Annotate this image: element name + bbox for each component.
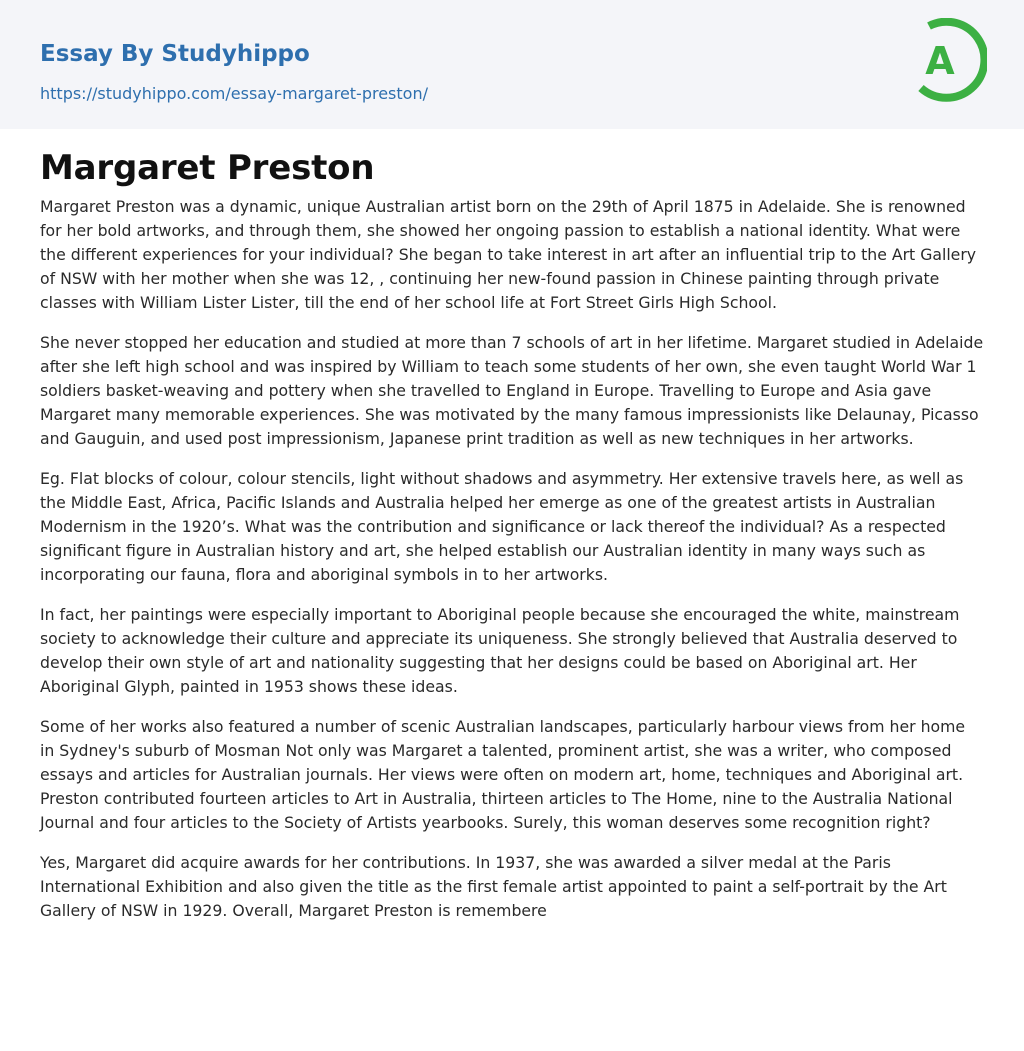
- page-title: Margaret Preston: [40, 148, 375, 188]
- logo-letter: A: [925, 39, 955, 83]
- essay-url-link[interactable]: https://studyhippo.com/essay-margaret-preston/: [40, 84, 428, 103]
- studyhippo-logo-icon[interactable]: [911, 18, 987, 106]
- article-body: [0, 129, 1024, 923]
- essay-paragraph: Eg. Flat blocks of colour, colour stencils, light without shadows and asymmetry. Her extensive travels here, as well as the Middle East, Africa, Pacific Islands and Australia helped her emerge as one of the greatest artists in Australian Modernism in the 1920’s. What was the contribution and significance or lack thereof the individual? As a respected significant figure in Australian history and art, she helped establish our Australian identity in many ways such as incorporating our fauna, flora and aboriginal symbols in to her artworks.: [40, 469, 964, 584]
- essay-paragraph: Yes, Margaret did acquire awards for her contributions. In 1937, she was awarded a silver medal at the Paris International Exhibition and also given the title as the first female artist appointed to paint a self-portrait by the Art Gallery of NSW in 1929. Overall, Margaret Preston is remembere: [40, 853, 947, 920]
- essay-paragraph: Margaret Preston was a dynamic, unique Australian artist born on the 29th of April 1875 in Adelaide. She is renowned for her bold artworks, and through them, she showed her ongoing passion to establish a national identity. What were the different experiences for your individual? She began to take interest in art after an influential trip to the Art Gallery of NSW with her mother when she was 12, , continuing her new-found passion in Chinese painting through private classes with William Lister Lister, till the end of her school life at Fort Street Girls High School.: [40, 197, 977, 312]
- essay-paragraph: Some of her works also featured a number of scenic Australian landscapes, particularly harbour views from her home in Sydney's suburb of Mosman Not only was Margaret a talented, prominent artist, she was a writer, who composed essays and articles for Australian journals. Her views were often on modern art, home, techniques and Aboriginal art. Preston contributed fourteen articles to Art in Australia, thirteen articles to The Home, nine to the Australia National Journal and four articles to the Society of Artists yearbooks. Surely, this woman deserves some recognition right?: [40, 717, 966, 832]
- site-brand[interactable]: Essay By Studyhippo: [40, 41, 310, 67]
- essay-paragraph: She never stopped her education and studied at more than 7 schools of art in her lifetime. Margaret studied in Adelaide after she left high school and was inspired by William to teach some students of her own, she even taught World War 1 soldiers basket-weaving and pottery when she travelled to England in Europe. Travelling to Europe and Asia gave Margaret many memorable experiences. She was motivated by the many famous impressionists like Delaunay, Picasso and Gauguin, and used post impressionism, Japanese print tradition as well as new techniques in her artworks.: [40, 333, 984, 448]
- essay-paragraph: In fact, her paintings were especially important to Aboriginal people because she encouraged the white, mainstream society to acknowledge their culture and appreciate its uniqueness. She strongly believed that Australia deserved to develop their own style of art and nationality suggesting that her designs could be based on Aboriginal art. Her Aboriginal Glyph, painted in 1953 shows these ideas.: [40, 605, 960, 696]
- site-header: [0, 0, 1024, 129]
